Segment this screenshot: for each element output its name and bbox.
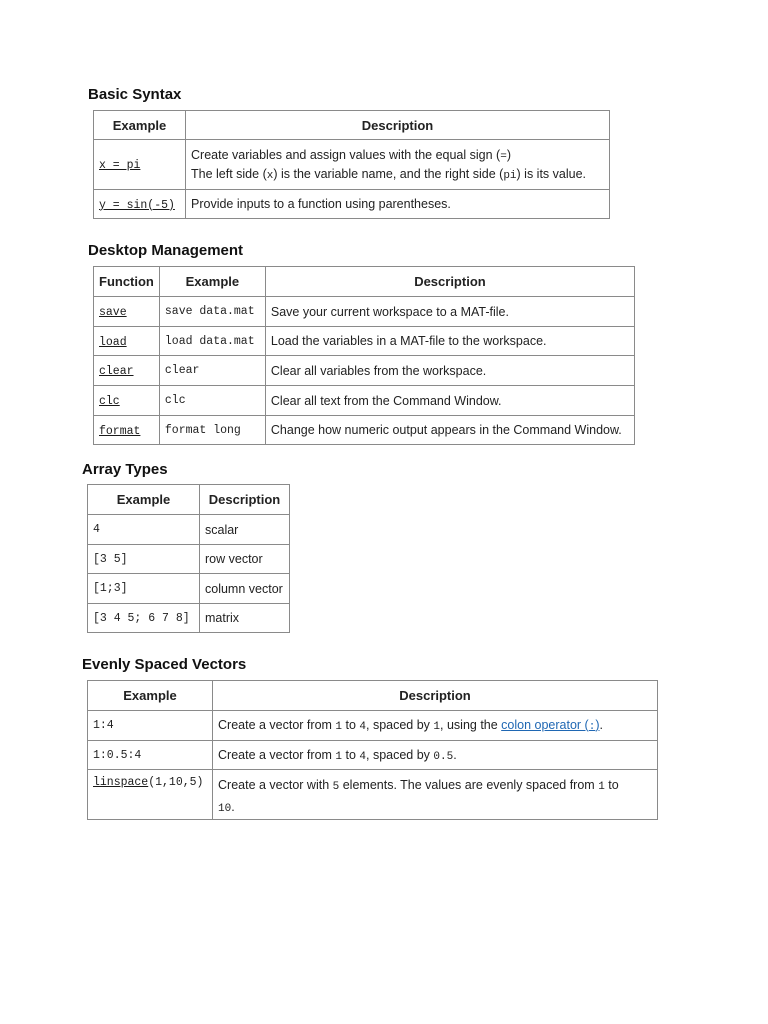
example-cell: linspace(1,10,5) xyxy=(88,770,213,820)
example-cell: [3 4 5; 6 7 8] xyxy=(88,604,200,633)
desktop-management-table xyxy=(93,266,635,445)
array-types-heading: Array Types xyxy=(82,461,168,478)
basic-syntax-heading: Basic Syntax xyxy=(88,86,182,103)
example-cell: save data.mat xyxy=(159,297,265,327)
function-link[interactable]: save xyxy=(99,306,127,319)
table-row xyxy=(94,297,635,327)
column-header-example: Example xyxy=(88,485,200,515)
example-cell: 4 xyxy=(88,515,200,545)
example-link[interactable]: x = pi xyxy=(99,159,141,172)
desktop-management-heading: Desktop Management xyxy=(88,242,244,259)
colon-operator-link[interactable]: colon operator (:) xyxy=(501,718,600,733)
description-cell: matrix xyxy=(200,604,290,633)
description-cell: Clear all text from the Command Window. xyxy=(265,386,634,416)
table-row xyxy=(88,741,658,770)
description-cell: Change how numeric output appears in the Command Window. xyxy=(265,416,634,445)
column-header-description: Description xyxy=(213,681,658,711)
example-cell: clear xyxy=(159,356,265,386)
column-header-description: Description xyxy=(265,267,634,297)
column-header-description: Description xyxy=(200,485,290,515)
description-cell: Create a vector with 5 elements. The values are evenly spaced from 1 to 10. xyxy=(213,770,658,820)
description-cell: Load the variables in a MAT-file to the workspace. xyxy=(265,327,634,356)
description-cell: Save your current workspace to a MAT-file. xyxy=(265,297,634,327)
function-link[interactable]: load xyxy=(99,335,127,349)
column-header-description: Description xyxy=(186,111,610,140)
linspace-link[interactable]: linspace xyxy=(93,776,149,789)
table-row xyxy=(94,356,635,386)
function-link[interactable]: clear xyxy=(99,365,134,378)
table-row xyxy=(88,545,290,574)
table-row xyxy=(88,770,658,820)
table-row xyxy=(88,604,290,633)
example-cell: [1;3] xyxy=(88,574,200,604)
evenly-spaced-vectors-table xyxy=(87,680,658,820)
example-cell: format long xyxy=(159,416,265,445)
example-cell: load data.mat xyxy=(159,327,265,356)
description-cell: scalar xyxy=(200,515,290,545)
evenly-spaced-vectors-heading: Evenly Spaced Vectors xyxy=(82,656,247,673)
description-cell: Provide inputs to a function using parentheses. xyxy=(186,190,610,219)
description-cell: row vector xyxy=(200,545,290,574)
table-row xyxy=(94,416,635,445)
example-link[interactable]: y = sin(-5) xyxy=(99,198,175,212)
example-cell: 1:0.5:4 xyxy=(88,741,213,770)
table-row xyxy=(94,327,635,356)
example-cell: 1:4 xyxy=(88,711,213,741)
description-cell: Clear all variables from the workspace. xyxy=(265,356,634,386)
example-cell: clc xyxy=(159,386,265,416)
basic-syntax-table xyxy=(93,110,610,219)
array-types-table xyxy=(87,484,290,633)
table-row xyxy=(88,574,290,604)
description-cell: Create a vector from 1 to 4, spaced by 0.5. xyxy=(213,741,658,770)
column-header-example: Example xyxy=(94,111,186,140)
description-cell: Create variables and assign values with the equal sign (=) The left side (x) is the variable name, and the right side (pi) is its value. xyxy=(186,140,610,190)
function-link[interactable]: clc xyxy=(99,395,120,408)
column-header-example: Example xyxy=(88,681,213,711)
column-header-function: Function xyxy=(94,267,160,297)
table-row xyxy=(94,386,635,416)
column-header-example: Example xyxy=(159,267,265,297)
table-row xyxy=(94,140,610,190)
description-cell: Create a vector from 1 to 4, spaced by 1, using the colon operator (:). xyxy=(213,711,658,741)
function-link[interactable]: format xyxy=(99,424,141,438)
example-cell: [3 5] xyxy=(88,545,200,574)
table-row xyxy=(88,711,658,741)
table-row xyxy=(94,190,610,219)
description-cell: column vector xyxy=(200,574,290,604)
table-row xyxy=(88,515,290,545)
